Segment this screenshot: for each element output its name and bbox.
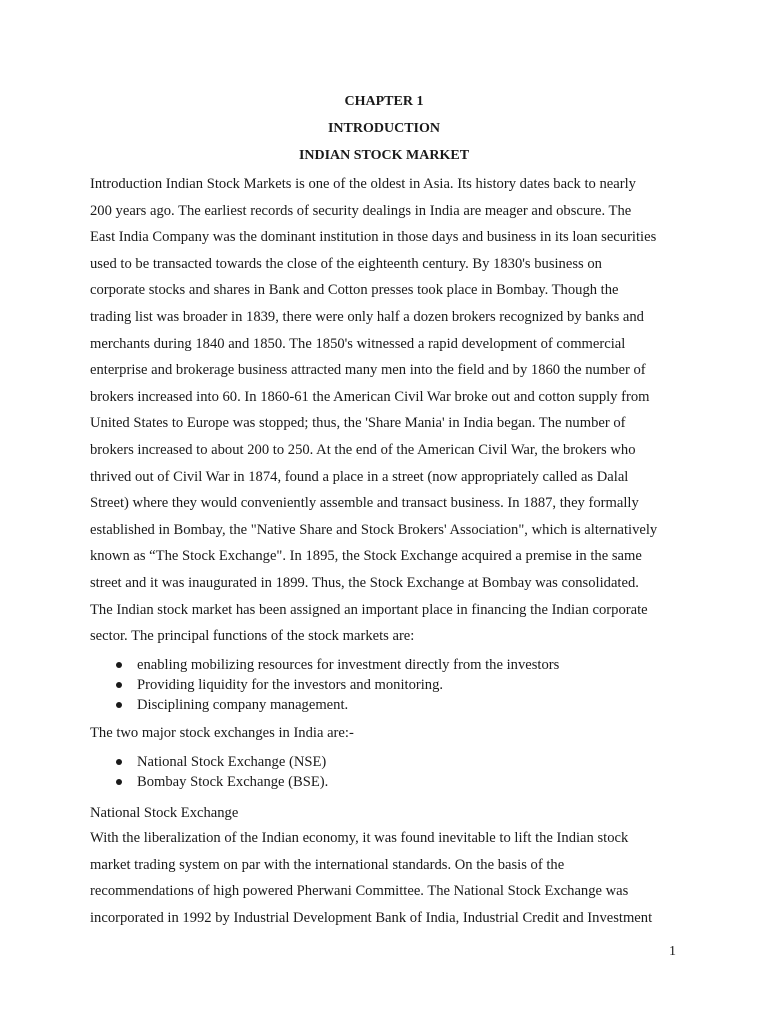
list-item xyxy=(90,772,328,792)
paragraph-line: United States to Europe was stopped; thus, the 'Share Mania' in India began. The number of xyxy=(90,415,626,432)
page-number: 1 xyxy=(669,944,676,959)
paragraph-line: brokers increased to about 200 to 250. At the end of the American Civil War, the brokers who xyxy=(90,441,636,458)
chapter-heading: CHAPTER 1 xyxy=(344,94,424,109)
functions-list xyxy=(90,655,559,715)
paragraph-line: recommendations of high powered Pherwani Committee. The National Stock Exchange was xyxy=(90,883,629,900)
paragraph-line: corporate stocks and shares in Bank and Cotton presses took place in Bombay. Though the xyxy=(90,282,619,299)
paragraph-line: East India Company was the dominant institution in those days and business in its loan securities xyxy=(90,229,657,246)
list-item xyxy=(90,675,559,695)
paragraph-line: known as “The Stock Exchange". In 1895, the Stock Exchange acquired a premise in the same xyxy=(90,548,642,565)
intro-paragraph xyxy=(90,171,690,650)
list-item-text: Providing liquidity for the investors and monitoring. xyxy=(137,677,444,693)
exchanges-intro: The two major stock exchanges in India are:- xyxy=(90,725,354,741)
paragraph-line: street and it was inaugurated in 1899. Thus, the Stock Exchange at Bombay was consolidated. xyxy=(90,574,639,591)
paragraph-line: used to be transacted towards the close of the eighteenth century. By 1830's business on xyxy=(90,255,602,272)
paragraph-line: The Indian stock market has been assigned an important place in financing the Indian corporate xyxy=(90,601,648,618)
list-item-text: Disciplining company management. xyxy=(137,697,349,713)
paragraph-line: trading list was broader in 1839, there were only half a dozen brokers recognized by banks and xyxy=(90,308,644,325)
nse-paragraph xyxy=(90,825,690,931)
list-item xyxy=(90,752,328,772)
paragraph-line: thrived out of Civil War in 1874, found a place in a street (now appropriately called as Dalal xyxy=(90,468,629,485)
bullet-icon xyxy=(116,662,122,668)
paragraph-line: enterprise and brokerage business attracted many men into the field and by 1860 the number of xyxy=(90,362,646,379)
bullet-icon xyxy=(116,759,122,765)
paragraph-line: Introduction Indian Stock Markets is one of the oldest in Asia. Its history dates back to nearly xyxy=(90,176,636,192)
paragraph-line: market trading system on par with the international standards. On the basis of the xyxy=(90,856,565,873)
nse-heading: National Stock Exchange xyxy=(90,805,239,821)
bullet-icon xyxy=(116,779,122,785)
paragraph-line: merchants during 1840 and 1850. The 1850's witnessed a rapid development of commercial xyxy=(90,335,626,352)
title-heading: INDIAN STOCK MARKET xyxy=(298,148,470,163)
paragraph-line: With the liberalization of the Indian economy, it was found inevitable to lift the Indian stock xyxy=(90,830,629,846)
paragraph-line: 200 years ago. The earliest records of security dealings in India are meager and obscure. The xyxy=(90,202,632,219)
paragraph-line: sector. The principal functions of the stock markets are: xyxy=(90,628,415,645)
list-item xyxy=(90,695,559,715)
paragraph-line: Street) where they would conveniently assemble and transact business. In 1887, they formally xyxy=(90,495,639,512)
paragraph-line: brokers increased into 60. In 1860-61 the American Civil War broke out and cotton supply from xyxy=(90,388,650,405)
introduction-heading: INTRODUCTION xyxy=(327,121,440,136)
bullet-icon xyxy=(116,702,122,708)
paragraph-line: established in Bombay, the "Native Share and Stock Brokers' Association", which is alternatively xyxy=(90,521,658,538)
paragraph-line: incorporated in 1992 by Industrial Development Bank of India, Industrial Credit and Investment xyxy=(90,909,653,926)
list-item-text: Bombay Stock Exchange (BSE). xyxy=(137,774,329,790)
exchanges-list xyxy=(90,752,328,792)
bullet-icon xyxy=(116,682,122,688)
list-item-text: enabling mobilizing resources for investment directly from the investors xyxy=(137,657,560,673)
list-item xyxy=(90,655,559,675)
list-item-text: National Stock Exchange (NSE) xyxy=(137,754,327,770)
